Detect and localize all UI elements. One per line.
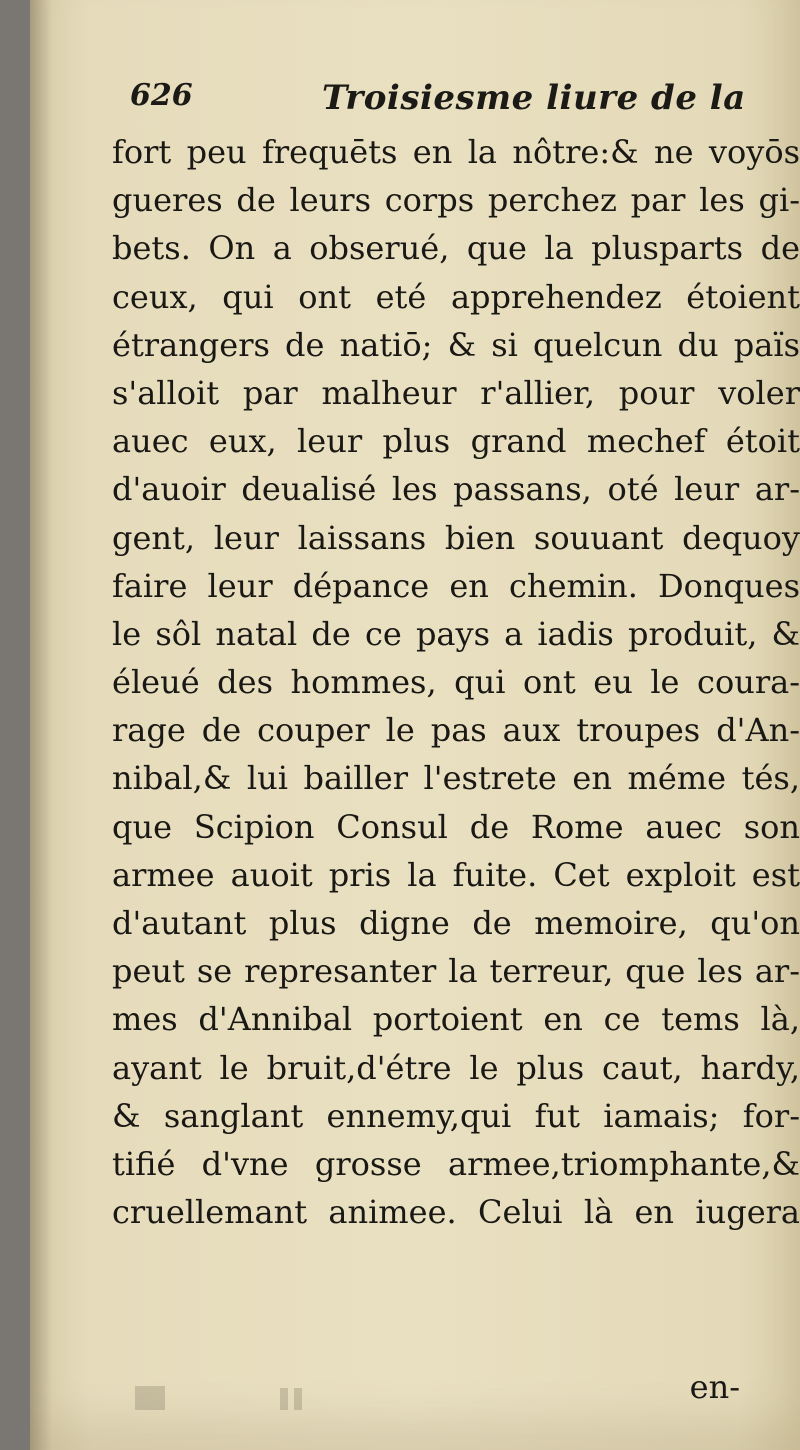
text-line: gueres de leurs corps perchez par les gi- [112, 181, 800, 220]
text-line: éleué des hommes, qui ont eu le coura- [112, 663, 800, 702]
text-line: ceux, qui ont eté apprehendez étoient [112, 277, 800, 316]
text-line: que Scipion Consul de Rome auec son [112, 807, 800, 846]
text-line: faire leur dépance en chemin. Donques [112, 566, 800, 605]
text-line: tifié d'vne grosse armee,triomphante,& [112, 1144, 800, 1183]
running-title: Troisiesme liure de la [322, 78, 746, 118]
text-line: bets. On a obserué, que la plusparts de [112, 229, 800, 268]
text-line: auec eux, leur plus grand mechef étoit [112, 422, 800, 461]
text-line: rage de couper le pas aux troupes d'An- [112, 711, 800, 750]
text-line: d'auoir deualisé les passans, oté leur ar- [112, 470, 800, 509]
text-line: d'autant plus digne de memoire, qu'on [112, 904, 800, 942]
text-line: cruellemant animee. Celui là en iugera [112, 1193, 800, 1232]
text-line: fort peu frequēts en la nôtre:& ne voyōs [112, 133, 800, 171]
text-line: armee auoit pris la fuite. Cet exploit est [112, 855, 800, 894]
text-line: le sôl natal de ce pays a iadis produit, & [112, 614, 800, 653]
body-text [112, 128, 800, 1236]
text-line: s'alloit par malheur r'allier, pour voler [112, 373, 800, 412]
show-through-marks [130, 1378, 350, 1418]
catchword: en- [689, 1368, 740, 1406]
page-gutter-shadow [30, 0, 52, 1450]
page-number: 626 [130, 78, 193, 113]
text-line: étrangers de natiō; & si quelcun du païs [112, 325, 800, 364]
text-line: & sanglant ennemy,qui fut iamais; for- [112, 1096, 800, 1135]
text-line: nibal,& lui bailler l'estrete en méme tés, [112, 759, 800, 798]
text-line: ayant le bruit,d'étre le plus caut, hardy, [112, 1048, 800, 1087]
text-line: gent, leur laissans bien souuant dequoy [112, 518, 800, 557]
text-line: mes d'Annibal portoient en ce tems là, [112, 1000, 800, 1039]
running-head [30, 78, 800, 128]
text-line: peut se represanter la terreur, que les ar- [112, 952, 800, 991]
book-page [30, 0, 800, 1450]
